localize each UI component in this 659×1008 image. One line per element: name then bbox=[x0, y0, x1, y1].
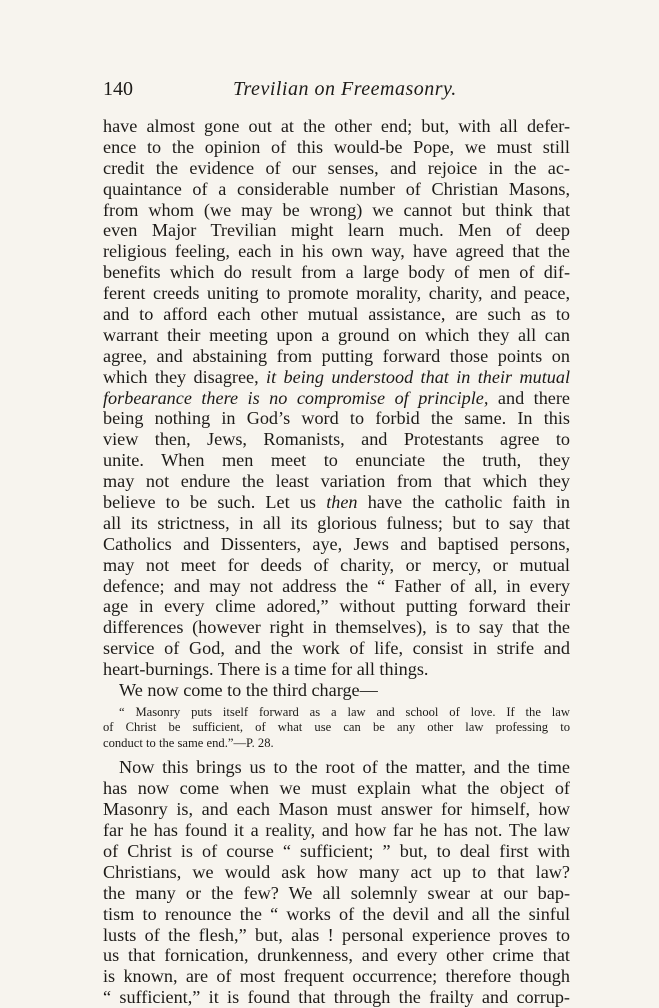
text-line: being nothing in God’s word to forbid the same. In this bbox=[103, 408, 570, 429]
paragraph-3 bbox=[103, 757, 570, 1008]
text-line: age in every clime adored,” without putting forward their bbox=[103, 596, 570, 617]
text-line: is known, are of most frequent occurrence; therefore though bbox=[103, 966, 570, 987]
text-line: far he has found it a reality, and how far he has not. The law bbox=[103, 820, 570, 841]
text-line: tism to renounce the “ works of the devil and all the sinful bbox=[103, 903, 570, 924]
text-line: quaintance of a considerable number of Christian Masons, bbox=[103, 178, 570, 199]
text-line bbox=[103, 367, 570, 388]
text-line: and to afford each other mutual assistance, are such as to bbox=[103, 304, 570, 325]
text-line: have almost gone out at the other end; but, with all defer- bbox=[103, 116, 570, 136]
text-line: view then, Jews, Romanists, and Protestants agree to bbox=[103, 429, 570, 450]
text-line bbox=[103, 492, 570, 513]
page-header bbox=[103, 78, 573, 102]
text-line: may not meet for deeds of charity, or mercy, or mutual bbox=[103, 554, 570, 575]
text-line: Now this brings us to the root of the matter, and the time bbox=[119, 757, 570, 778]
text-line: ence to the opinion of this would-be Pope, we must still bbox=[103, 136, 570, 157]
text-line: “ sufficient,” it is found that through the frailty and corrup- bbox=[103, 987, 570, 1008]
text-line: heart-burnings. There is a time for all things. bbox=[103, 659, 429, 680]
quote-line: of Christ be sufficient, of what use can be any other law professing to bbox=[103, 720, 570, 735]
text-run: have the catholic faith in bbox=[357, 492, 570, 513]
text-line: differences (however right in themselves), is to say that the bbox=[103, 617, 570, 638]
text-run: which they disagree, bbox=[103, 366, 267, 387]
text-line: Christians, we would ask how many act up to that law? bbox=[103, 861, 570, 882]
running-title: Trevilian on Freemasonry. bbox=[233, 78, 457, 100]
text-line: religious feeling, each in his own way, have agreed that the bbox=[103, 241, 570, 262]
text-line: may not endure the least variation from that which they bbox=[103, 471, 570, 492]
paragraph-2 bbox=[103, 680, 570, 701]
text-run: believe to be such. bbox=[103, 492, 256, 513]
text-line: lusts of the flesh,” but, alas ! personal experience proves to bbox=[103, 924, 570, 945]
quote-line: “ Masonry puts itself forward as a law and school of love. If the law bbox=[119, 704, 570, 719]
text-line: from whom (we may be wrong) we cannot but think that bbox=[103, 199, 570, 220]
italic-run: then bbox=[326, 492, 358, 513]
block-quote bbox=[103, 705, 570, 752]
quote-line: conduct to the same end.”—P. 28. bbox=[103, 735, 274, 750]
text-line: has now come when we must explain what the object of bbox=[103, 778, 570, 799]
text-line: warrant their meeting upon a ground on which they all can bbox=[103, 324, 570, 345]
text-line bbox=[103, 388, 570, 409]
text-line: Masonry is, and each Mason must answer for himself, how bbox=[103, 799, 570, 820]
text-line: service of God, and the work of life, consist in strife and bbox=[103, 638, 570, 659]
page-number: 140 bbox=[103, 78, 133, 100]
paragraph-1 bbox=[103, 116, 570, 680]
text-line: defence; and may not address the “ Father of all, in every bbox=[103, 575, 570, 596]
italic-run: it being understood that in their mutual bbox=[266, 366, 570, 387]
text-line: all its strictness, in all its glorious fulness; but to say that bbox=[103, 512, 570, 533]
text-line: We now come to the third charge— bbox=[119, 680, 378, 701]
text-line: credit the evidence of our senses, and rejoice in the ac- bbox=[103, 157, 570, 178]
text-run: Let us bbox=[255, 492, 327, 513]
text-line: of Christ is of course “ sufficient; ” but, to deal first with bbox=[103, 841, 570, 861]
italic-run: forbearance there is no compromise of principle, bbox=[103, 387, 489, 408]
text-run: and there bbox=[488, 387, 571, 408]
text-line: unite. When men meet to enunciate the truth, they bbox=[103, 450, 570, 471]
text-line: ferent creeds uniting to promote morality, charity, and peace, bbox=[103, 283, 570, 304]
text-line: agree, and abstaining from putting forward those points on bbox=[103, 345, 570, 366]
text-line: benefits which do result from a large body of men of dif- bbox=[103, 262, 570, 283]
text-line: Catholics and Dissenters, aye, Jews and baptised persons, bbox=[103, 533, 570, 554]
text-line: even Major Trevilian might learn much. Men of deep bbox=[103, 220, 570, 241]
body-text bbox=[103, 116, 570, 1008]
text-line: the many or the few? We all solemnly swear at our bap- bbox=[103, 882, 570, 903]
text-line: us that fornication, drunkenness, and every other crime that bbox=[103, 945, 570, 966]
